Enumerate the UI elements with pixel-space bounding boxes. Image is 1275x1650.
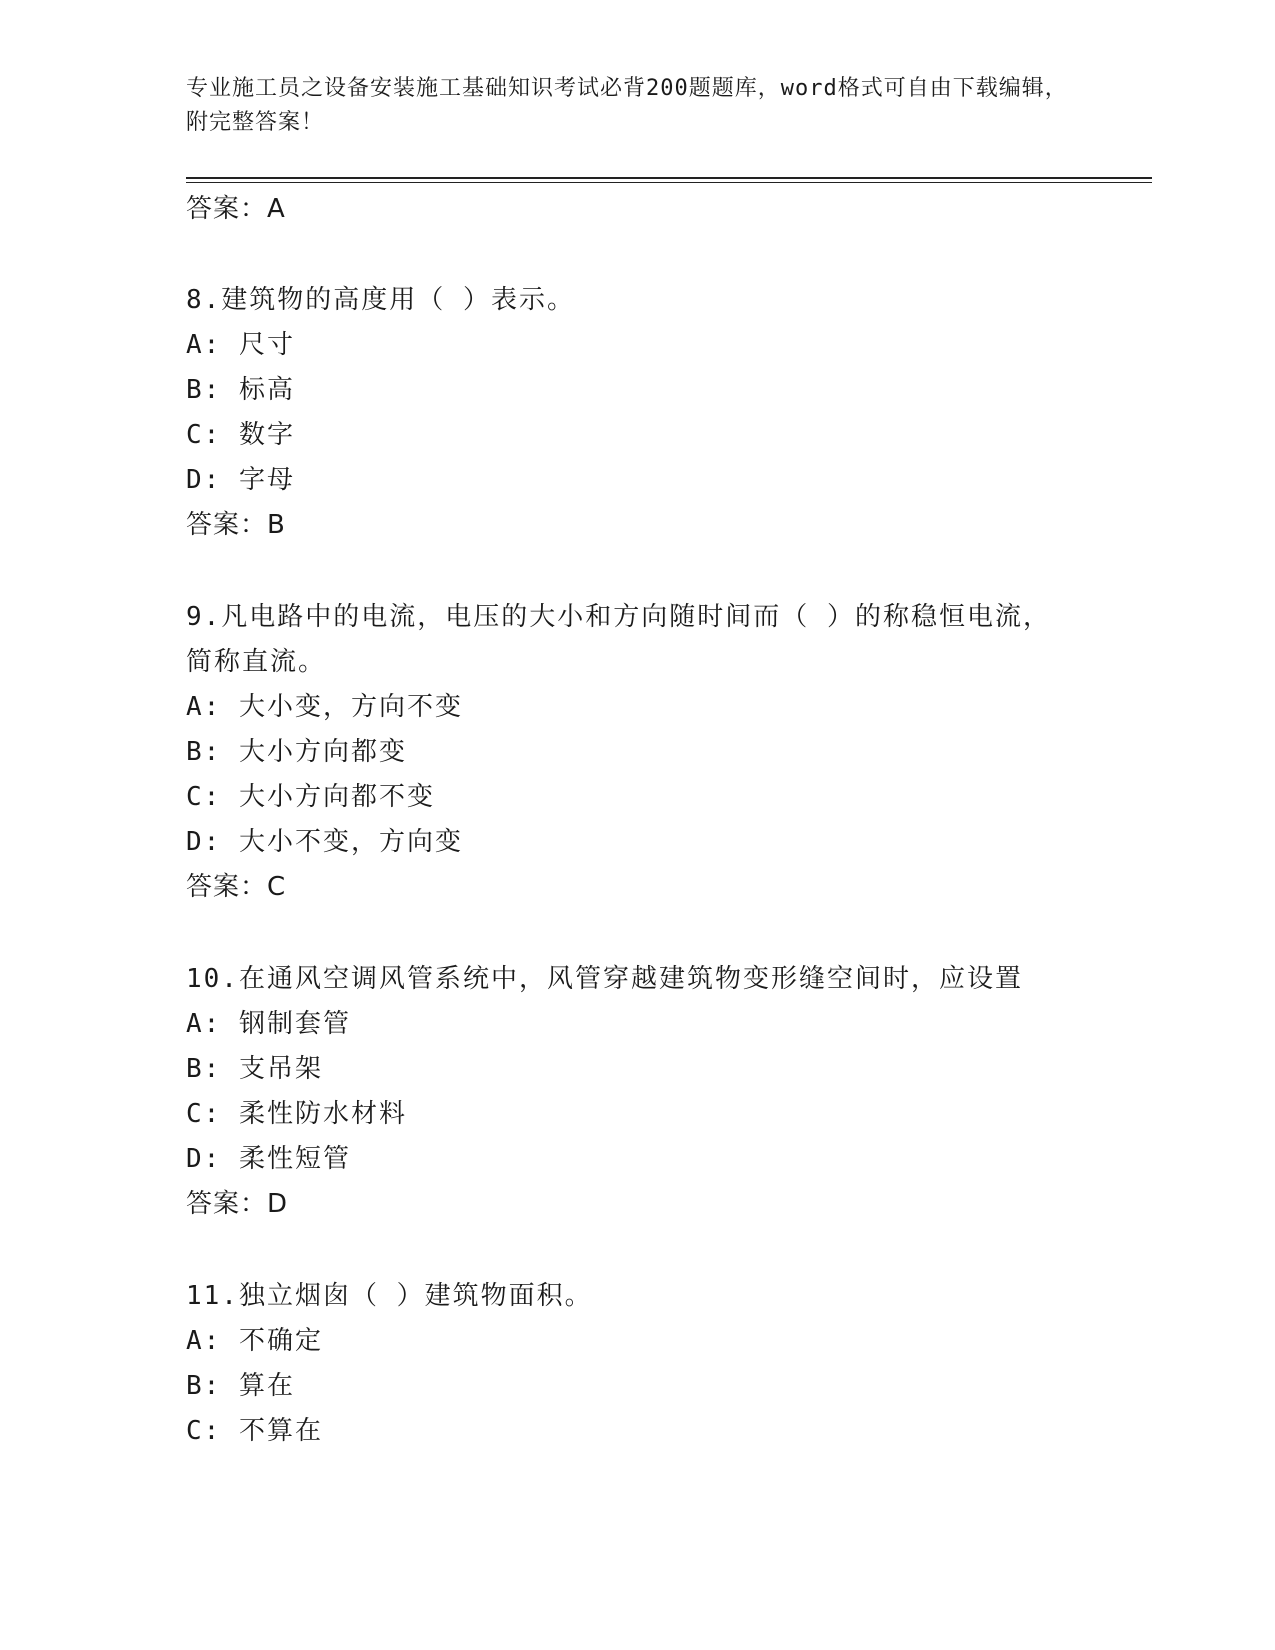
option-c: C: 柔性防水材料 — [186, 1099, 407, 1129]
header-divider-thin — [186, 182, 1152, 183]
answer-line: 答案：B — [186, 510, 286, 540]
option-c: C: 不算在 — [186, 1416, 323, 1446]
option-b: B: 支吊架 — [186, 1054, 323, 1084]
option-b: B: 标高 — [186, 375, 295, 405]
option-a: A: 不确定 — [186, 1326, 323, 1356]
question-stem: 11.独立烟囱（ ）建筑物面积。 — [186, 1281, 593, 1311]
question-stem-continued: 简称直流。 — [186, 647, 327, 677]
option-a: A: 钢制套管 — [186, 1009, 351, 1039]
option-d: D: 字母 — [186, 465, 295, 495]
option-c: C: 数字 — [186, 420, 295, 450]
option-a: A: 尺寸 — [186, 330, 295, 360]
header-divider — [186, 177, 1152, 179]
option-d: D: 大小不变，方向变 — [186, 827, 463, 857]
answer-line: 答案：A — [186, 194, 286, 224]
option-d: D: 柔性短管 — [186, 1144, 351, 1174]
question-stem: 8.建筑物的高度用（ ）表示。 — [186, 285, 575, 315]
option-c: C: 大小方向都不变 — [186, 782, 435, 812]
answer-line: 答案：C — [186, 872, 287, 902]
option-b: B: 算在 — [186, 1371, 295, 1401]
document-header: 专业施工员之设备安装施工基础知识考试必背200题题库，word格式可自由下载编辑，附完整答案！ — [186, 76, 1068, 135]
option-b: B: 大小方向都变 — [186, 737, 407, 767]
question-stem: 10.在通风空调风管系统中，风管穿越建筑物变形缝空间时，应设置 — [186, 964, 1023, 994]
question-stem: 9.凡电路中的电流，电压的大小和方向随时间而（ ）的称稳恒电流， — [186, 602, 1051, 632]
option-a: A: 大小变，方向不变 — [186, 692, 463, 722]
answer-line: 答案：D — [186, 1189, 289, 1219]
